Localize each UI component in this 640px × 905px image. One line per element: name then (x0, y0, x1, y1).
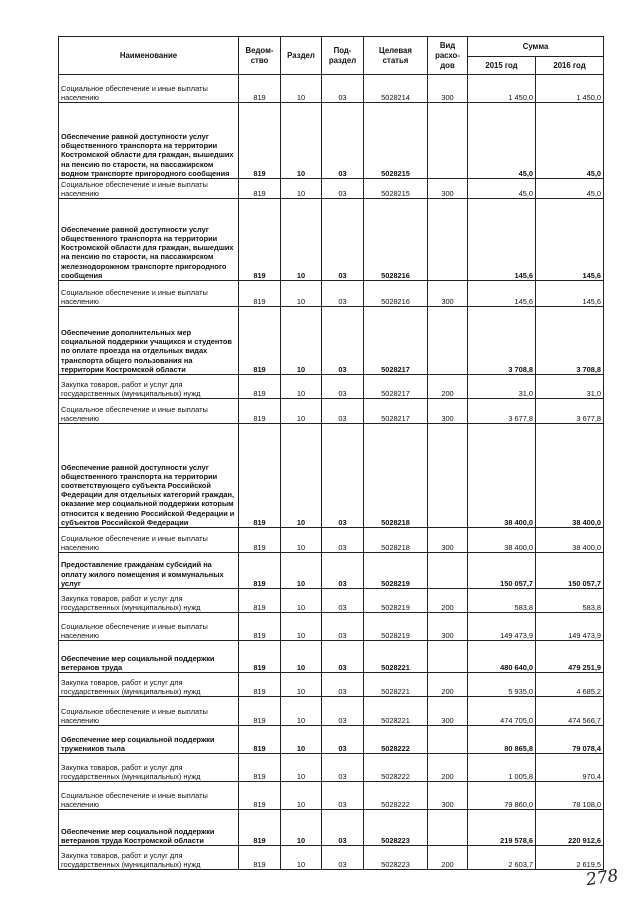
row-razdel: 10 (281, 613, 322, 641)
table-row (59, 553, 604, 589)
row-sum-2016: 31,0 (536, 375, 604, 399)
row-vedomstvo: 819 (239, 846, 281, 870)
row-name: Социальное обеспечение и иные выплаты населению (59, 399, 239, 424)
row-expense-type: 300 (428, 179, 468, 199)
header-expense-type: Вид расхо- дов (428, 37, 468, 75)
row-sum-2016: 1 450,0 (536, 75, 604, 103)
row-expense-type (428, 810, 468, 846)
table-row (59, 726, 604, 754)
row-target-article: 5028218 (364, 424, 428, 528)
row-name: Закупка товаров, работ и услуг для государственных (муниципальных) нужд (59, 754, 239, 782)
row-target-article: 5028215 (364, 179, 428, 199)
table-row (59, 613, 604, 641)
row-razdel: 10 (281, 199, 322, 281)
row-sum-2016: 583,8 (536, 589, 604, 613)
table-row (59, 199, 604, 281)
row-expense-type (428, 103, 468, 179)
row-sum-2015: 38 400,0 (468, 528, 536, 553)
header-year-2015: 2015 год (468, 57, 536, 75)
row-podrazdel: 03 (322, 281, 364, 307)
row-podrazdel: 03 (322, 726, 364, 754)
row-sum-2016: 38 400,0 (536, 424, 604, 528)
row-target-article: 5028217 (364, 399, 428, 424)
row-razdel: 10 (281, 281, 322, 307)
row-expense-type: 300 (428, 613, 468, 641)
row-razdel: 10 (281, 673, 322, 697)
table-row (59, 281, 604, 307)
row-podrazdel: 03 (322, 553, 364, 589)
row-sum-2015: 45,0 (468, 179, 536, 199)
row-razdel: 10 (281, 754, 322, 782)
row-sum-2015: 80 865,8 (468, 726, 536, 754)
row-name: Социальное обеспечение и иные выплаты населению (59, 782, 239, 810)
row-vedomstvo: 819 (239, 528, 281, 553)
table-row (59, 307, 604, 375)
row-expense-type (428, 424, 468, 528)
row-sum-2015: 145,6 (468, 199, 536, 281)
row-expense-type (428, 199, 468, 281)
row-expense-type: 200 (428, 375, 468, 399)
row-razdel: 10 (281, 782, 322, 810)
row-target-article: 5028217 (364, 375, 428, 399)
row-expense-type (428, 641, 468, 673)
table-row (59, 754, 604, 782)
row-razdel: 10 (281, 589, 322, 613)
table-row (59, 641, 604, 673)
row-razdel: 10 (281, 846, 322, 870)
row-razdel: 10 (281, 697, 322, 726)
row-podrazdel: 03 (322, 179, 364, 199)
row-podrazdel: 03 (322, 754, 364, 782)
row-name: Закупка товаров, работ и услуг для государственных (муниципальных) нужд (59, 589, 239, 613)
row-expense-type: 200 (428, 589, 468, 613)
table-body (59, 75, 604, 870)
row-vedomstvo: 819 (239, 75, 281, 103)
row-sum-2016: 474 566,7 (536, 697, 604, 726)
row-expense-type: 300 (428, 75, 468, 103)
row-razdel: 10 (281, 424, 322, 528)
row-name: Социальное обеспечение и иные выплаты населению (59, 528, 239, 553)
row-vedomstvo: 819 (239, 641, 281, 673)
row-sum-2015: 5 935,0 (468, 673, 536, 697)
row-target-article: 5028222 (364, 782, 428, 810)
row-expense-type: 200 (428, 673, 468, 697)
row-vedomstvo: 819 (239, 782, 281, 810)
row-target-article: 5028222 (364, 726, 428, 754)
row-vedomstvo: 819 (239, 673, 281, 697)
table-row (59, 673, 604, 697)
row-razdel: 10 (281, 553, 322, 589)
row-sum-2015: 3 677,8 (468, 399, 536, 424)
row-name: Обеспечение равной доступности услуг общественного транспорта на территории Костромской области для граждан, вышедших на пенсию по старости, на пассажирском железнодорожном транспорте пригородного сообщения (59, 199, 239, 281)
row-target-article: 5028219 (364, 553, 428, 589)
row-podrazdel: 03 (322, 75, 364, 103)
row-vedomstvo: 819 (239, 697, 281, 726)
header-target-article: Целевая статья (364, 37, 428, 75)
row-name: Обеспечение мер социальной поддержки тружеников тыла (59, 726, 239, 754)
row-sum-2015: 474 705,0 (468, 697, 536, 726)
row-target-article: 5028216 (364, 199, 428, 281)
row-vedomstvo: 819 (239, 179, 281, 199)
row-sum-2015: 2 603,7 (468, 846, 536, 870)
row-name: Предоставление гражданам субсидий на оплату жилого помещения и коммунальных услуг (59, 553, 239, 589)
row-podrazdel: 03 (322, 399, 364, 424)
row-sum-2016: 3 677,8 (536, 399, 604, 424)
row-target-article: 5028221 (364, 673, 428, 697)
row-target-article: 5028219 (364, 613, 428, 641)
row-sum-2016: 79 078,4 (536, 726, 604, 754)
row-razdel: 10 (281, 399, 322, 424)
table-row (59, 375, 604, 399)
row-podrazdel: 03 (322, 307, 364, 375)
table-row (59, 846, 604, 870)
row-target-article: 5028218 (364, 528, 428, 553)
row-sum-2015: 79 860,0 (468, 782, 536, 810)
row-razdel: 10 (281, 103, 322, 179)
row-vedomstvo: 819 (239, 424, 281, 528)
row-vedomstvo: 819 (239, 589, 281, 613)
row-sum-2015: 480 640,0 (468, 641, 536, 673)
row-razdel: 10 (281, 528, 322, 553)
row-podrazdel: 03 (322, 424, 364, 528)
row-name: Закупка товаров, работ и услуг для государственных (муниципальных) нужд (59, 673, 239, 697)
row-sum-2015: 583,8 (468, 589, 536, 613)
row-name: Социальное обеспечение и иные выплаты населению (59, 179, 239, 199)
row-razdel: 10 (281, 75, 322, 103)
row-sum-2016: 479 251,9 (536, 641, 604, 673)
row-target-article: 5028223 (364, 846, 428, 870)
row-expense-type: 300 (428, 782, 468, 810)
row-target-article: 5028217 (364, 307, 428, 375)
header-name: Наименование (59, 37, 239, 75)
row-vedomstvo: 819 (239, 103, 281, 179)
row-podrazdel: 03 (322, 103, 364, 179)
row-vedomstvo: 819 (239, 754, 281, 782)
row-sum-2015: 31,0 (468, 375, 536, 399)
row-vedomstvo: 819 (239, 307, 281, 375)
row-expense-type: 200 (428, 846, 468, 870)
row-podrazdel: 03 (322, 810, 364, 846)
row-sum-2015: 1 450,0 (468, 75, 536, 103)
row-name: Обеспечение мер социальной поддержки ветеранов труда (59, 641, 239, 673)
row-target-article: 5028214 (364, 75, 428, 103)
row-sum-2015: 45,0 (468, 103, 536, 179)
row-expense-type (428, 726, 468, 754)
row-sum-2015: 149 473,9 (468, 613, 536, 641)
header-razdel: Раздел (281, 37, 322, 75)
row-vedomstvo: 819 (239, 199, 281, 281)
row-sum-2016: 78 108,0 (536, 782, 604, 810)
row-sum-2016: 150 057,7 (536, 553, 604, 589)
row-sum-2016: 2 619,5 (536, 846, 604, 870)
row-name: Закупка товаров, работ и услуг для государственных (муниципальных) нужд (59, 846, 239, 870)
row-expense-type (428, 307, 468, 375)
row-podrazdel: 03 (322, 846, 364, 870)
table-row (59, 528, 604, 553)
row-sum-2016: 4 685,2 (536, 673, 604, 697)
row-podrazdel: 03 (322, 641, 364, 673)
table-row (59, 103, 604, 179)
header-vedomstvo: Ведом- ство (239, 37, 281, 75)
row-target-article: 5028221 (364, 641, 428, 673)
row-vedomstvo: 819 (239, 399, 281, 424)
row-target-article: 5028221 (364, 697, 428, 726)
table-row (59, 589, 604, 613)
row-vedomstvo: 819 (239, 726, 281, 754)
row-sum-2015: 150 057,7 (468, 553, 536, 589)
table-row (59, 782, 604, 810)
row-sum-2016: 3 708,8 (536, 307, 604, 375)
row-podrazdel: 03 (322, 528, 364, 553)
row-sum-2016: 970,4 (536, 754, 604, 782)
table-row (59, 179, 604, 199)
row-sum-2015: 3 708,8 (468, 307, 536, 375)
row-name: Социальное обеспечение и иные выплаты населению (59, 697, 239, 726)
row-name: Социальное обеспечение и иные выплаты населению (59, 613, 239, 641)
row-expense-type: 300 (428, 697, 468, 726)
row-name: Социальное обеспечение и иные выплаты населению (59, 281, 239, 307)
row-razdel: 10 (281, 810, 322, 846)
row-name: Социальное обеспечение и иные выплаты населению (59, 75, 239, 103)
row-vedomstvo: 819 (239, 810, 281, 846)
header-podrazdel: Под- раздел (322, 37, 364, 75)
table-row (59, 75, 604, 103)
row-name: Обеспечение дополнительных мер социальной поддержки учащихся и студентов по оплате проезда на отдельных видах транспорта общего пользования на территории Костромской области (59, 307, 239, 375)
page-number: 278 (584, 865, 620, 891)
row-sum-2016: 45,0 (536, 179, 604, 199)
row-expense-type: 300 (428, 281, 468, 307)
header-year-2016: 2016 год (536, 57, 604, 75)
row-sum-2016: 145,6 (536, 281, 604, 307)
row-podrazdel: 03 (322, 697, 364, 726)
row-name: Обеспечение равной доступности услуг общественного транспорта на территории Костромской области для граждан, вышедших на пенсию по старости, на пассажирском водном транспорте пригородного сообщения (59, 103, 239, 179)
row-podrazdel: 03 (322, 782, 364, 810)
row-podrazdel: 03 (322, 375, 364, 399)
row-sum-2015: 219 578,6 (468, 810, 536, 846)
row-target-article: 5028215 (364, 103, 428, 179)
row-razdel: 10 (281, 375, 322, 399)
row-podrazdel: 03 (322, 199, 364, 281)
row-sum-2016: 145,6 (536, 199, 604, 281)
table-row (59, 399, 604, 424)
row-name: Обеспечение равной доступности услуг общественного транспорта на территории соответствующего субъекта Российской Федерации для отдельных категорий граждан, оказание мер социальной поддержки которым относится к ведению Российской Федерации и субъектов Российской Федерации (59, 424, 239, 528)
row-vedomstvo: 819 (239, 613, 281, 641)
row-vedomstvo: 819 (239, 375, 281, 399)
row-podrazdel: 03 (322, 613, 364, 641)
row-razdel: 10 (281, 307, 322, 375)
table-row (59, 424, 604, 528)
row-razdel: 10 (281, 726, 322, 754)
row-name: Обеспечение мер социальной поддержки ветеранов труда Костромской области (59, 810, 239, 846)
row-expense-type: 300 (428, 399, 468, 424)
row-sum-2015: 1 005,8 (468, 754, 536, 782)
row-podrazdel: 03 (322, 673, 364, 697)
row-target-article: 5028222 (364, 754, 428, 782)
table-row (59, 810, 604, 846)
row-sum-2016: 38 400,0 (536, 528, 604, 553)
row-vedomstvo: 819 (239, 553, 281, 589)
row-target-article: 5028223 (364, 810, 428, 846)
row-sum-2015: 145,6 (468, 281, 536, 307)
row-expense-type (428, 553, 468, 589)
row-expense-type: 200 (428, 754, 468, 782)
row-vedomstvo: 819 (239, 281, 281, 307)
row-sum-2015: 38 400,0 (468, 424, 536, 528)
row-name: Закупка товаров, работ и услуг для государственных (муниципальных) нужд (59, 375, 239, 399)
row-razdel: 10 (281, 179, 322, 199)
budget-table (58, 36, 604, 870)
row-sum-2016: 220 912,6 (536, 810, 604, 846)
row-target-article: 5028219 (364, 589, 428, 613)
row-podrazdel: 03 (322, 589, 364, 613)
row-razdel: 10 (281, 641, 322, 673)
table-row (59, 697, 604, 726)
row-expense-type: 300 (428, 528, 468, 553)
row-sum-2016: 45,0 (536, 103, 604, 179)
header-sum: Сумма (468, 37, 604, 57)
row-sum-2016: 149 473,9 (536, 613, 604, 641)
row-target-article: 5028216 (364, 281, 428, 307)
